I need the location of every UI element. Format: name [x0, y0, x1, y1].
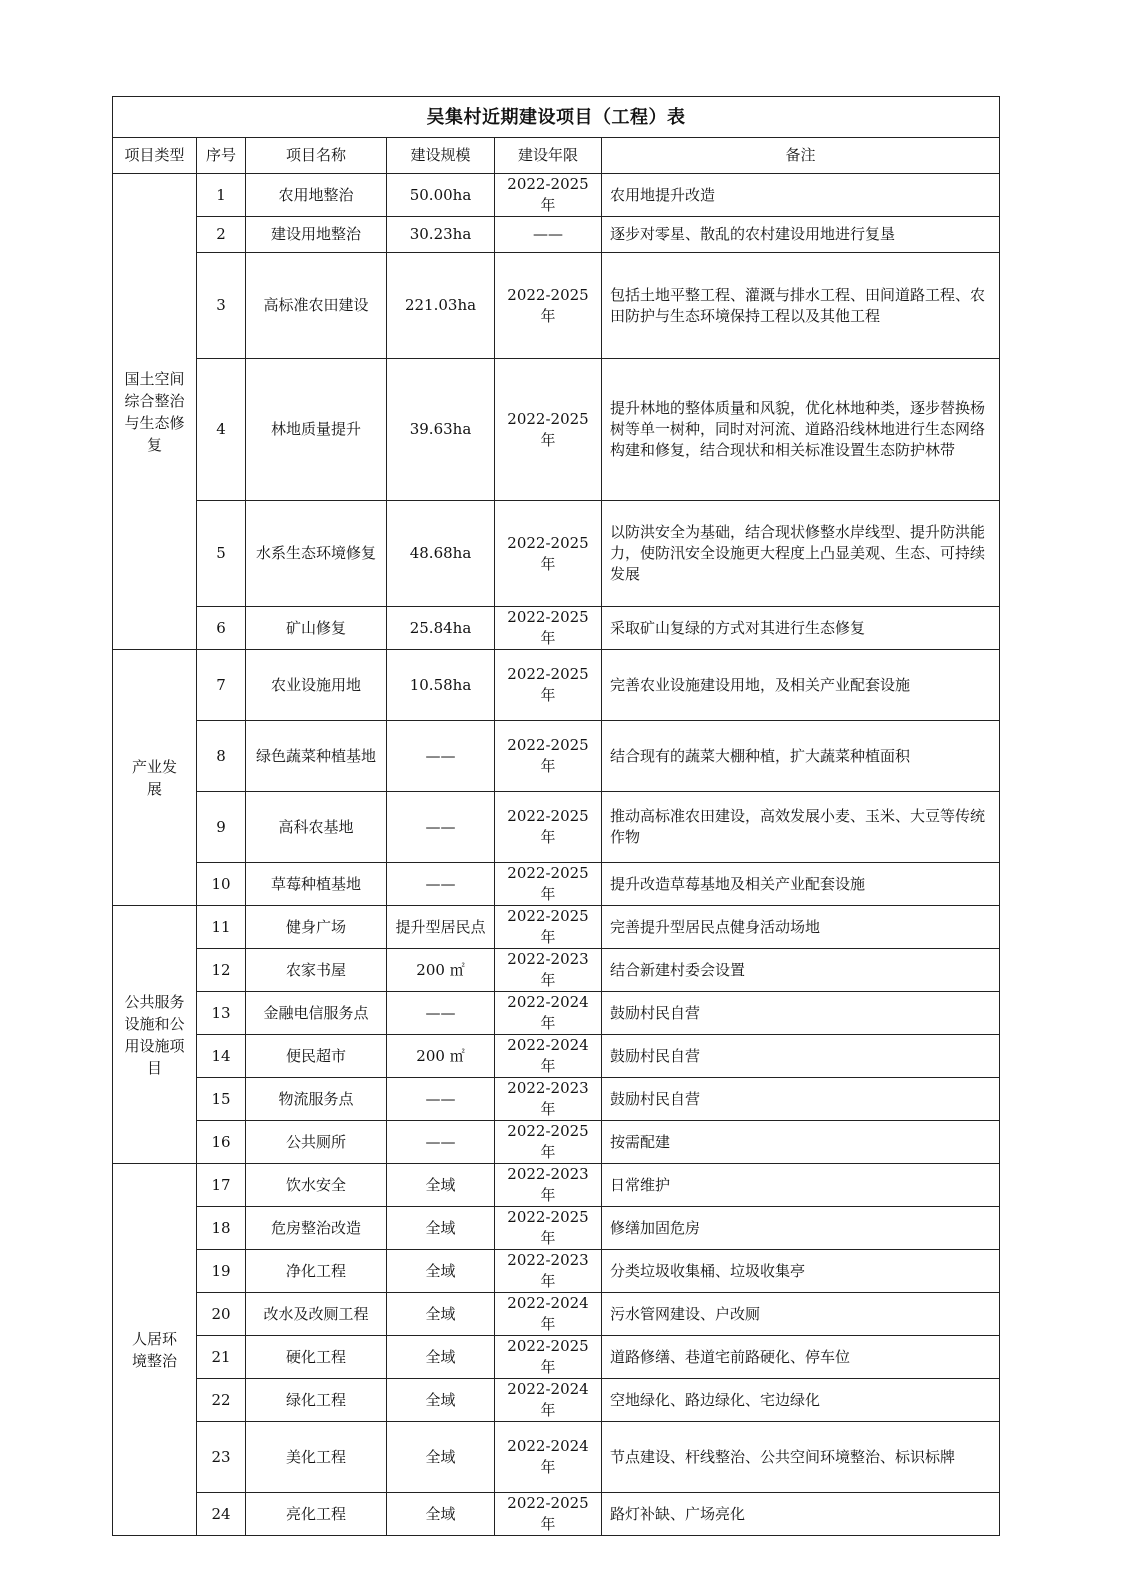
scale-cell: ——: [387, 992, 495, 1035]
project-name-cell: 建设用地整治: [246, 217, 387, 253]
note-cell: 提升林地的整体质量和风貌，优化林地种类，逐步替换杨树等单一树种，同时对河流、道路沿线林地进行生态网络构建和修复，结合现状和相关标准设置生态防护林带: [602, 359, 1000, 501]
serial-cell: 15: [197, 1078, 246, 1121]
category-label: 公共服务设施和公用设施项目: [124, 992, 185, 1077]
serial-cell: 17: [197, 1164, 246, 1207]
serial-cell: 5: [197, 501, 246, 607]
years-cell: 2022-2023 年: [495, 949, 602, 992]
table-row: [113, 863, 1000, 906]
years-cell: 2022-2025 年: [495, 1493, 602, 1536]
serial-cell: 13: [197, 992, 246, 1035]
years-cell: 2022-2025 年: [495, 501, 602, 607]
project-name-cell: 绿化工程: [246, 1379, 387, 1422]
project-name-cell: 饮水安全: [246, 1164, 387, 1207]
project-table: [112, 96, 1000, 1536]
project-name-cell: 农业设施用地: [246, 650, 387, 721]
category-cell: [113, 1164, 197, 1536]
table-row: [113, 1379, 1000, 1422]
note-cell: 农用地提升改造: [602, 174, 1000, 217]
table-row: [113, 1121, 1000, 1164]
column-header-type: 项目类型: [113, 138, 197, 174]
years-cell: 2022-2024 年: [495, 1035, 602, 1078]
table-row: [113, 1250, 1000, 1293]
project-name-cell: 健身广场: [246, 906, 387, 949]
scale-cell: ——: [387, 863, 495, 906]
table-row: [113, 174, 1000, 217]
serial-cell: 7: [197, 650, 246, 721]
note-cell: 按需配建: [602, 1121, 1000, 1164]
note-cell: 采取矿山复绿的方式对其进行生态修复: [602, 607, 1000, 650]
category-cell: [113, 174, 197, 650]
note-cell: 分类垃圾收集桶、垃圾收集亭: [602, 1250, 1000, 1293]
serial-cell: 14: [197, 1035, 246, 1078]
years-cell: 2022-2024 年: [495, 1293, 602, 1336]
serial-cell: 2: [197, 217, 246, 253]
header-row: [113, 138, 1000, 174]
scale-cell: 全域: [387, 1336, 495, 1379]
column-header-years: 建设年限: [495, 138, 602, 174]
table-row: [113, 1422, 1000, 1493]
scale-cell: 全域: [387, 1422, 495, 1493]
serial-cell: 10: [197, 863, 246, 906]
note-cell: 道路修缮、巷道宅前路硬化、停车位: [602, 1336, 1000, 1379]
note-cell: 修缮加固危房: [602, 1207, 1000, 1250]
scale-cell: 提升型居民点: [387, 906, 495, 949]
scale-cell: ——: [387, 721, 495, 792]
project-name-cell: 危房整治改造: [246, 1207, 387, 1250]
years-cell: 2022-2023 年: [495, 1164, 602, 1207]
note-cell: 推动高标准农田建设，高效发展小麦、玉米、大豆等传统作物: [602, 792, 1000, 863]
serial-cell: 11: [197, 906, 246, 949]
table-row: [113, 1035, 1000, 1078]
scale-cell: 10.58ha: [387, 650, 495, 721]
years-cell: 2022-2024 年: [495, 992, 602, 1035]
years-cell: 2022-2025 年: [495, 906, 602, 949]
project-name-cell: 改水及改厕工程: [246, 1293, 387, 1336]
scale-cell: 39.63ha: [387, 359, 495, 501]
table-row: [113, 949, 1000, 992]
scale-cell: 全域: [387, 1164, 495, 1207]
table-row: [113, 1493, 1000, 1536]
scale-cell: 全域: [387, 1250, 495, 1293]
table-row: [113, 217, 1000, 253]
category-label: 国土空间综合整治与生态修复: [124, 369, 185, 454]
note-cell: 结合新建村委会设置: [602, 949, 1000, 992]
serial-cell: 16: [197, 1121, 246, 1164]
category-label: 产业发展: [131, 757, 177, 798]
scale-cell: 全域: [387, 1207, 495, 1250]
scale-cell: 全域: [387, 1493, 495, 1536]
serial-cell: 3: [197, 253, 246, 359]
project-name-cell: 便民超市: [246, 1035, 387, 1078]
project-name-cell: 草莓种植基地: [246, 863, 387, 906]
scale-cell: ——: [387, 1078, 495, 1121]
note-cell: 完善农业设施建设用地，及相关产业配套设施: [602, 650, 1000, 721]
serial-cell: 21: [197, 1336, 246, 1379]
years-cell: 2022-2025 年: [495, 253, 602, 359]
serial-cell: 12: [197, 949, 246, 992]
project-name-cell: 林地质量提升: [246, 359, 387, 501]
project-name-cell: 农家书屋: [246, 949, 387, 992]
project-name-cell: 高科农基地: [246, 792, 387, 863]
scale-cell: 30.23ha: [387, 217, 495, 253]
years-cell: 2022-2025 年: [495, 607, 602, 650]
table-row: [113, 1078, 1000, 1121]
years-cell: 2022-2025 年: [495, 359, 602, 501]
note-cell: 鼓励村民自营: [602, 1078, 1000, 1121]
project-name-cell: 农用地整治: [246, 174, 387, 217]
note-cell: 空地绿化、路边绿化、宅边绿化: [602, 1379, 1000, 1422]
years-cell: 2022-2025 年: [495, 650, 602, 721]
note-cell: 完善提升型居民点健身活动场地: [602, 906, 1000, 949]
table-title: 吴集村近期建设项目（工程）表: [113, 97, 1000, 138]
project-name-cell: 绿色蔬菜种植基地: [246, 721, 387, 792]
note-cell: 提升改造草莓基地及相关产业配套设施: [602, 863, 1000, 906]
table-row: [113, 906, 1000, 949]
years-cell: 2022-2025 年: [495, 1121, 602, 1164]
years-cell: ——: [495, 217, 602, 253]
project-name-cell: 公共厕所: [246, 1121, 387, 1164]
scale-cell: 200 ㎡: [387, 1035, 495, 1078]
table-row: [113, 359, 1000, 501]
years-cell: 2022-2025 年: [495, 721, 602, 792]
serial-cell: 6: [197, 607, 246, 650]
serial-cell: 8: [197, 721, 246, 792]
table-row: [113, 721, 1000, 792]
project-name-cell: 物流服务点: [246, 1078, 387, 1121]
table-row: [113, 253, 1000, 359]
note-cell: 日常维护: [602, 1164, 1000, 1207]
scale-cell: 48.68ha: [387, 501, 495, 607]
project-name-cell: 亮化工程: [246, 1493, 387, 1536]
column-header-note: 备注: [602, 138, 1000, 174]
table-row: [113, 607, 1000, 650]
note-cell: 鼓励村民自营: [602, 992, 1000, 1035]
years-cell: 2022-2023 年: [495, 1250, 602, 1293]
note-cell: 污水管网建设、户改厕: [602, 1293, 1000, 1336]
note-cell: 节点建设、杆线整治、公共空间环境整治、标识标牌: [602, 1422, 1000, 1493]
serial-cell: 20: [197, 1293, 246, 1336]
scale-cell: 221.03ha: [387, 253, 495, 359]
project-name-cell: 水系生态环境修复: [246, 501, 387, 607]
serial-cell: 24: [197, 1493, 246, 1536]
years-cell: 2022-2023 年: [495, 1078, 602, 1121]
years-cell: 2022-2024 年: [495, 1422, 602, 1493]
scale-cell: 全域: [387, 1293, 495, 1336]
table-row: [113, 1207, 1000, 1250]
years-cell: 2022-2025 年: [495, 1336, 602, 1379]
note-cell: 逐步对零星、散乱的农村建设用地进行复垦: [602, 217, 1000, 253]
category-label: 人居环境整治: [131, 1329, 177, 1370]
years-cell: 2022-2025 年: [495, 863, 602, 906]
scale-cell: 全域: [387, 1379, 495, 1422]
table-row: [113, 992, 1000, 1035]
project-name-cell: 美化工程: [246, 1422, 387, 1493]
serial-cell: 1: [197, 174, 246, 217]
serial-cell: 9: [197, 792, 246, 863]
years-cell: 2022-2024 年: [495, 1379, 602, 1422]
table-row: [113, 1336, 1000, 1379]
serial-cell: 4: [197, 359, 246, 501]
scale-cell: ——: [387, 1121, 495, 1164]
scale-cell: 200 ㎡: [387, 949, 495, 992]
note-cell: 鼓励村民自营: [602, 1035, 1000, 1078]
category-cell: [113, 906, 197, 1164]
project-name-cell: 净化工程: [246, 1250, 387, 1293]
table-row: [113, 501, 1000, 607]
table-row: [113, 1164, 1000, 1207]
years-cell: 2022-2025 年: [495, 174, 602, 217]
category-cell: [113, 650, 197, 906]
table-row: [113, 792, 1000, 863]
project-name-cell: 矿山修复: [246, 607, 387, 650]
project-name-cell: 硬化工程: [246, 1336, 387, 1379]
note-cell: 包括土地平整工程、灌溉与排水工程、田间道路工程、农田防护与生态环境保持工程以及其他工程: [602, 253, 1000, 359]
column-header-no: 序号: [197, 138, 246, 174]
scale-cell: ——: [387, 792, 495, 863]
table-row: [113, 1293, 1000, 1336]
project-name-cell: 金融电信服务点: [246, 992, 387, 1035]
serial-cell: 18: [197, 1207, 246, 1250]
project-name-cell: 高标准农田建设: [246, 253, 387, 359]
scale-cell: 25.84ha: [387, 607, 495, 650]
note-cell: 结合现有的蔬菜大棚种植，扩大蔬菜种植面积: [602, 721, 1000, 792]
serial-cell: 19: [197, 1250, 246, 1293]
years-cell: 2022-2025 年: [495, 1207, 602, 1250]
years-cell: 2022-2025 年: [495, 792, 602, 863]
column-header-name: 项目名称: [246, 138, 387, 174]
note-cell: 路灯补缺、广场亮化: [602, 1493, 1000, 1536]
serial-cell: 23: [197, 1422, 246, 1493]
table-row: [113, 650, 1000, 721]
serial-cell: 22: [197, 1379, 246, 1422]
scale-cell: 50.00ha: [387, 174, 495, 217]
column-header-scale: 建设规模: [387, 138, 495, 174]
note-cell: 以防洪安全为基础，结合现状修整水岸线型、提升防洪能力，使防汛安全设施更大程度上凸显美观、生态、可持续发展: [602, 501, 1000, 607]
